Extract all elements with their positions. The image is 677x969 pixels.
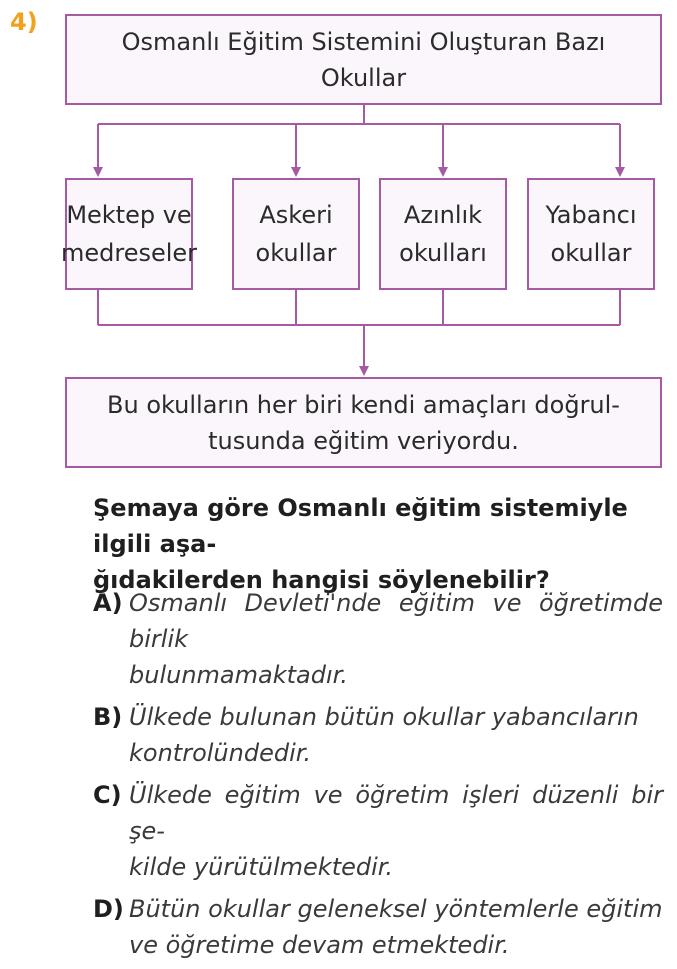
option-b[interactable] bbox=[93, 699, 663, 771]
option-letter: A) bbox=[93, 589, 123, 617]
top-box bbox=[65, 14, 662, 105]
sub-box-text: Askeri okullar bbox=[255, 201, 337, 267]
sub-box-yabanci bbox=[527, 178, 655, 290]
bottom-box-text: Bu okulların her biri kendi amaçları doğrul- tusunda eğitim veriyordu. bbox=[107, 390, 620, 455]
question-number: 4) bbox=[10, 8, 38, 36]
top-box-text: Osmanlı Eğitim Sistemini Oluşturan Bazı Okullar bbox=[121, 27, 606, 92]
option-letter: D) bbox=[93, 895, 124, 923]
sub-box-text: Yabancı okullar bbox=[545, 201, 637, 267]
option-text: Bütün okullar geleneksel yöntemlerle eğitim ve öğretime devam etmektedir. bbox=[129, 895, 663, 959]
option-letter: C) bbox=[93, 781, 122, 809]
sub-box-azinlik bbox=[379, 178, 507, 290]
option-a[interactable] bbox=[93, 585, 663, 693]
option-text: Ülkede eğitim ve öğretim işleri düzenli bir şe- kilde yürütülmektedir. bbox=[129, 781, 663, 881]
option-text: Osmanlı Devleti'nde eğitim ve öğretimde birlik bulunmamaktadır. bbox=[129, 589, 663, 689]
sub-box-askeri bbox=[232, 178, 360, 290]
answer-options bbox=[93, 585, 663, 969]
option-c[interactable] bbox=[93, 777, 663, 885]
bottom-box bbox=[65, 377, 662, 468]
sub-box-text: Mektep ve medreseler bbox=[60, 201, 198, 267]
question-text: Şemaya göre Osmanlı eğitim sistemiyle ilgili aşa- ğıdakilerden hangisi söylenebilir? bbox=[93, 494, 628, 594]
sub-box-text: Azınlık okulları bbox=[399, 201, 487, 267]
option-text: Ülkede bulunan bütün okullar yabancıların kontrolündedir. bbox=[129, 703, 639, 767]
option-letter: B) bbox=[93, 703, 123, 731]
sub-box-mektep bbox=[60, 178, 198, 290]
